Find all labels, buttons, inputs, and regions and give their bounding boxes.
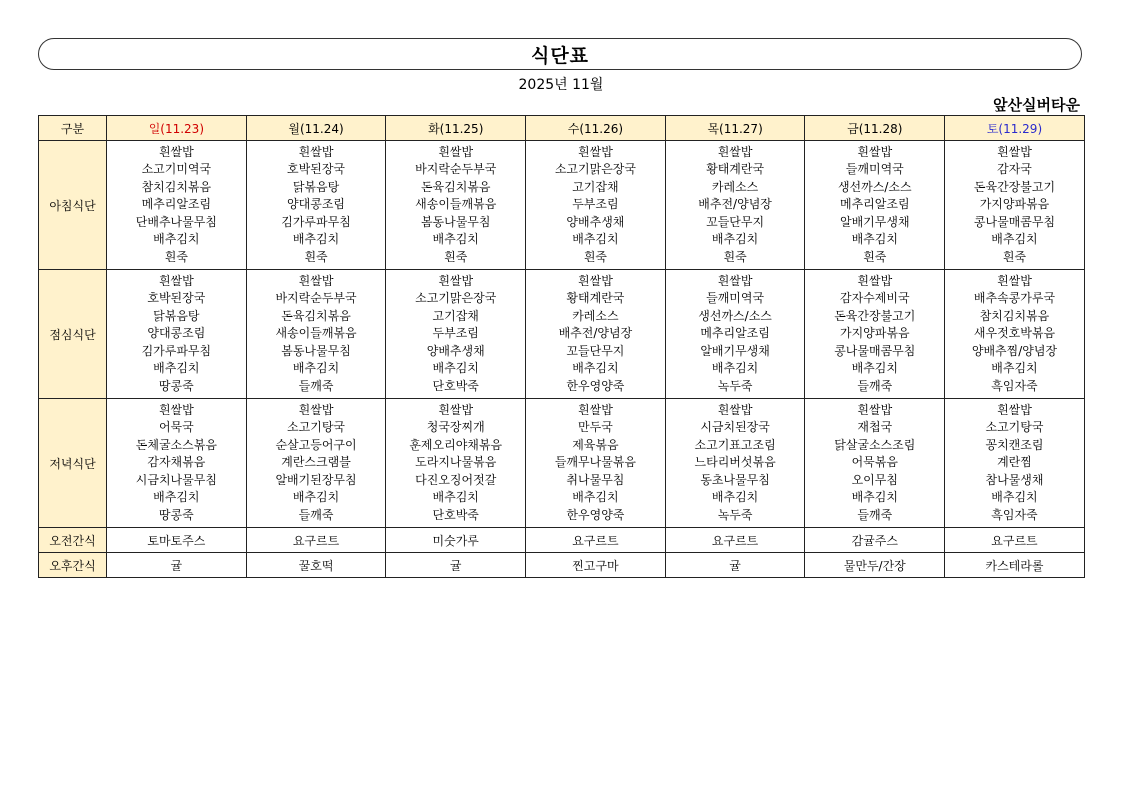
menu-item: 황태계란국	[566, 291, 625, 306]
menu-item: 순살고등어구이	[275, 437, 357, 452]
snack-cell-morning-sat: 요구르트	[945, 528, 1085, 553]
menu-cell-dinner-fri	[805, 399, 945, 528]
menu-item: 참치김치볶음	[141, 179, 212, 194]
menu-item: 봄동나물무침	[420, 214, 491, 229]
menu-item: 돈육김치볶음	[281, 308, 351, 323]
menu-item: 꼬들단무지	[706, 214, 765, 229]
menu-item: 알배기무생채	[700, 343, 770, 358]
menu-item: 양대콩조림	[287, 197, 346, 212]
menu-item: 감자국	[997, 162, 1032, 177]
header-row	[39, 116, 1085, 141]
menu-item: 단호박죽	[432, 378, 479, 393]
menu-cell-dinner-sat	[945, 399, 1085, 528]
menu-item: 두부조림	[432, 326, 479, 341]
menu-item: 배추김치	[711, 232, 759, 247]
menu-item: 녹두죽	[717, 378, 753, 393]
snack-cell-morning-wed: 요구르트	[526, 528, 666, 553]
menu-item: 흰쌀밥	[857, 274, 893, 289]
menu-item: 흑임자죽	[991, 507, 1038, 522]
menu-cell-lunch-sun	[107, 270, 247, 399]
snack-cell-afternoon-wed: 찐고구마	[526, 553, 666, 578]
menu-item: 닭볶음탕	[292, 179, 340, 194]
menu-item: 흰쌀밥	[997, 403, 1032, 418]
menu-item: 흰죽	[304, 249, 328, 264]
organization-name: 앞산실버타운	[993, 96, 1080, 114]
menu-cell-lunch-wed	[526, 270, 666, 399]
menu-item: 생선까스/소스	[698, 308, 772, 323]
menu-cell-lunch-fri	[805, 270, 945, 399]
menu-item: 녹두죽	[717, 507, 753, 522]
day-header-thu: 목(11.27)	[665, 116, 805, 141]
menu-item: 카레소스	[572, 308, 619, 323]
menu-item: 돈육간장불고기	[973, 179, 1056, 194]
menu-item: 소고기탕국	[985, 420, 1044, 435]
menu-item: 다진오징어젓갈	[415, 472, 497, 487]
menu-item: 배추김치	[711, 490, 759, 505]
menu-item: 소고기탕국	[287, 420, 346, 435]
menu-item: 가지양파볶음	[979, 197, 1050, 212]
menu-item: 호박된장국	[287, 162, 346, 177]
snack-cell-afternoon-mon: 꿀호떡	[246, 553, 386, 578]
menu-cell-dinner-tue	[386, 399, 526, 528]
menu-item: 김가루파무침	[281, 214, 351, 229]
menu-cell-lunch-thu	[665, 270, 805, 399]
menu-cell-lunch-mon	[246, 270, 386, 399]
menu-item: 배추김치	[851, 232, 898, 247]
snack-cell-morning-tue: 미숫가루	[386, 528, 526, 553]
menu-item: 계란스크램블	[281, 455, 351, 470]
menu-item: 들깨죽	[857, 378, 893, 393]
menu-item: 땅콩죽	[158, 507, 194, 522]
meal-row-dinner	[39, 399, 1085, 528]
menu-item: 양배추생채	[566, 214, 625, 229]
menu-item: 배추김치	[292, 361, 340, 376]
menu-item: 흰쌀밥	[578, 403, 613, 418]
meal-row-breakfast	[39, 141, 1085, 270]
snack-cell-afternoon-sat: 카스테라롤	[945, 553, 1085, 578]
menu-item: 동초나물무침	[700, 472, 770, 487]
menu-item: 새송이들깨볶음	[275, 326, 357, 341]
day-header-mon: 월(11.24)	[246, 116, 386, 141]
menu-item: 들깨죽	[298, 378, 334, 393]
menu-item: 배추김치	[991, 232, 1038, 247]
menu-item: 계란찜	[997, 455, 1032, 470]
menu-cell-breakfast-sat	[945, 141, 1085, 270]
meal-label: 저녁식단	[39, 399, 107, 528]
day-header-wed: 수(11.26)	[526, 116, 666, 141]
menu-item: 메추리알조림	[141, 197, 212, 212]
menu-item: 흰쌀밥	[438, 403, 474, 418]
menu-item: 흰쌀밥	[158, 403, 194, 418]
menu-item: 흰죽	[1002, 249, 1027, 264]
menu-item: 만두국	[578, 420, 613, 435]
menu-item: 한우영양죽	[566, 378, 625, 393]
menu-item: 들깨무나물볶음	[554, 455, 636, 470]
menu-item: 닭살굴소스조림	[834, 437, 916, 452]
menu-item: 단배추나물무침	[135, 214, 217, 229]
menu-item: 소고기맑은장국	[554, 162, 636, 177]
menu-item: 알배기된장무침	[275, 472, 357, 487]
menu-item: 닭볶음탕	[153, 308, 200, 323]
snack-row-afternoon	[39, 553, 1085, 578]
snack-cell-morning-thu: 요구르트	[665, 528, 805, 553]
menu-item: 참나물생채	[985, 472, 1044, 487]
menu-item: 한우영양죽	[566, 507, 625, 522]
snack-cell-afternoon-sun: 귤	[107, 553, 247, 578]
menu-item: 황태계란국	[706, 162, 765, 177]
menu-cell-breakfast-fri	[805, 141, 945, 270]
menu-item: 흰쌀밥	[717, 274, 753, 289]
menu-item: 흰죽	[444, 249, 468, 264]
menu-item: 흰쌀밥	[298, 274, 334, 289]
snack-label: 오전간식	[39, 528, 107, 553]
menu-item: 바지락순두부국	[275, 291, 357, 306]
menu-item: 양배추생채	[426, 343, 485, 358]
menu-item: 배추김치	[153, 361, 200, 376]
menu-item: 배추김치	[292, 490, 340, 505]
menu-item: 소고기맑은장국	[415, 291, 497, 306]
menu-table	[38, 115, 1085, 578]
menu-item: 느타리버섯볶음	[694, 455, 776, 470]
menu-item: 단호박죽	[432, 507, 479, 522]
menu-item: 메추리알조림	[700, 326, 770, 341]
snack-row-morning	[39, 528, 1085, 553]
month-subtitle: 2025년 11월	[518, 77, 604, 93]
menu-item: 들깨죽	[857, 507, 893, 522]
menu-item: 호박된장국	[147, 291, 206, 306]
menu-item: 땅콩죽	[158, 378, 194, 393]
menu-item: 배추김치	[572, 361, 619, 376]
menu-item: 취나물무침	[566, 472, 625, 487]
menu-item: 들깨미역국	[845, 162, 904, 177]
day-header-fri: 금(11.28)	[805, 116, 945, 141]
menu-item: 꼬들단무지	[566, 343, 625, 358]
day-header-sun: 일(11.23)	[107, 116, 247, 141]
menu-item: 배추김치	[572, 490, 619, 505]
menu-item: 두부조림	[572, 197, 619, 212]
menu-item: 오이무침	[851, 472, 898, 487]
snack-cell-morning-fri: 감귤주스	[805, 528, 945, 553]
menu-cell-lunch-sat	[945, 270, 1085, 399]
menu-item: 꽁치캔조림	[985, 437, 1044, 452]
menu-item: 시금치나물무침	[135, 472, 217, 487]
meal-label: 점심식단	[39, 270, 107, 399]
menu-item: 흰쌀밥	[717, 145, 753, 160]
menu-item: 생선까스/소스	[837, 179, 912, 194]
menu-item: 감자채볶음	[147, 455, 206, 470]
menu-cell-dinner-sun	[107, 399, 247, 528]
menu-item: 돈체굴소스볶음	[135, 437, 217, 452]
menu-item: 흰죽	[723, 249, 747, 264]
menu-item: 흰쌀밥	[298, 403, 334, 418]
menu-item: 어묵볶음	[851, 455, 898, 470]
menu-item: 흰죽	[863, 249, 887, 264]
menu-item: 배추김치	[153, 232, 200, 247]
menu-item: 제육볶음	[572, 437, 619, 452]
menu-item: 배추김치	[572, 232, 619, 247]
menu-item: 고기잡채	[572, 179, 619, 194]
menu-item: 배추전/양념장	[698, 197, 772, 212]
menu-item: 흰쌀밥	[578, 145, 613, 160]
menu-item: 새우젓호박볶음	[973, 326, 1056, 341]
page-title: 식단표	[530, 44, 590, 67]
menu-item: 흰죽	[583, 249, 607, 264]
menu-item: 도라지나물볶음	[415, 455, 497, 470]
menu-cell-breakfast-sun	[107, 141, 247, 270]
menu-item: 배추김치	[851, 361, 898, 376]
menu-item: 흑임자죽	[991, 378, 1038, 393]
menu-item: 가지양파볶음	[840, 326, 910, 341]
menu-item: 흰쌀밥	[298, 145, 334, 160]
menu-item: 배추김치	[432, 361, 479, 376]
menu-item: 양대콩조림	[147, 326, 206, 341]
day-header-sat: 토(11.29)	[945, 116, 1085, 141]
menu-item: 김가루파무침	[141, 343, 212, 358]
category-header: 구분	[39, 116, 107, 141]
menu-cell-breakfast-tue	[386, 141, 526, 270]
menu-item: 배추전/양념장	[558, 326, 633, 341]
menu-item: 소고기미역국	[141, 162, 212, 177]
menu-item: 배추김치	[991, 361, 1038, 376]
menu-cell-dinner-thu	[665, 399, 805, 528]
menu-item: 봄동나물무침	[281, 343, 351, 358]
menu-item: 흰쌀밥	[438, 274, 474, 289]
menu-cell-breakfast-wed	[526, 141, 666, 270]
meal-label: 아침식단	[39, 141, 107, 270]
menu-item: 들깨미역국	[706, 291, 765, 306]
menu-item: 흰쌀밥	[717, 403, 753, 418]
snack-cell-afternoon-thu: 귤	[665, 553, 805, 578]
snack-cell-morning-sun: 토마토주스	[107, 528, 247, 553]
menu-item: 양배추찜/양념장	[971, 343, 1058, 358]
menu-item: 청국장찌개	[426, 420, 485, 435]
menu-item: 돈육김치볶음	[420, 179, 491, 194]
menu-item: 콩나물매콤무침	[834, 343, 916, 358]
menu-cell-dinner-wed	[526, 399, 666, 528]
menu-item: 소고기표고조림	[694, 437, 776, 452]
menu-item: 카레소스	[711, 179, 759, 194]
menu-item: 참치김치볶음	[979, 308, 1050, 323]
menu-item: 시금치된장국	[700, 420, 770, 435]
menu-item: 배추김치	[432, 232, 479, 247]
menu-cell-breakfast-mon	[246, 141, 386, 270]
menu-item: 알배기무생채	[840, 214, 910, 229]
menu-item: 바지락순두부국	[415, 162, 497, 177]
menu-item: 배추김치	[851, 490, 898, 505]
menu-item: 배추김치	[153, 490, 200, 505]
menu-item: 돈육간장불고기	[834, 308, 916, 323]
menu-item: 흰쌀밥	[578, 274, 613, 289]
snack-cell-afternoon-fri: 물만두/간장	[805, 553, 945, 578]
title-box	[38, 38, 1082, 70]
day-header-tue: 화(11.25)	[386, 116, 526, 141]
menu-item: 배추김치	[991, 490, 1038, 505]
menu-cell-breakfast-thu	[665, 141, 805, 270]
menu-item: 메추리알조림	[840, 197, 910, 212]
menu-cell-lunch-tue	[386, 270, 526, 399]
menu-item: 흰죽	[164, 249, 188, 264]
menu-item: 흰쌀밥	[997, 274, 1032, 289]
menu-item: 훈제오리야채볶음	[409, 437, 503, 452]
menu-item: 흰쌀밥	[158, 145, 194, 160]
menu-item: 배추김치	[292, 232, 340, 247]
menu-item: 배추김치	[432, 490, 479, 505]
snack-cell-afternoon-tue: 귤	[386, 553, 526, 578]
menu-item: 새송이들깨볶음	[415, 197, 497, 212]
snack-label: 오후간식	[39, 553, 107, 578]
snack-cell-morning-mon: 요구르트	[246, 528, 386, 553]
menu-item: 어묵국	[158, 420, 194, 435]
menu-item: 흰쌀밥	[158, 274, 194, 289]
menu-item: 고기잡채	[432, 308, 479, 323]
menu-item: 재첩국	[857, 420, 893, 435]
meal-row-lunch	[39, 270, 1085, 399]
menu-item: 배추속콩가루국	[973, 291, 1056, 306]
menu-item: 감자수제비국	[840, 291, 910, 306]
menu-item: 배추김치	[711, 361, 759, 376]
menu-item: 흰쌀밥	[857, 145, 893, 160]
menu-cell-dinner-mon	[246, 399, 386, 528]
menu-item: 흰쌀밥	[857, 403, 893, 418]
menu-item: 콩나물매콤무침	[973, 214, 1056, 229]
menu-item: 들깨죽	[298, 507, 334, 522]
menu-item: 흰쌀밥	[438, 145, 474, 160]
menu-item: 흰쌀밥	[997, 145, 1032, 160]
